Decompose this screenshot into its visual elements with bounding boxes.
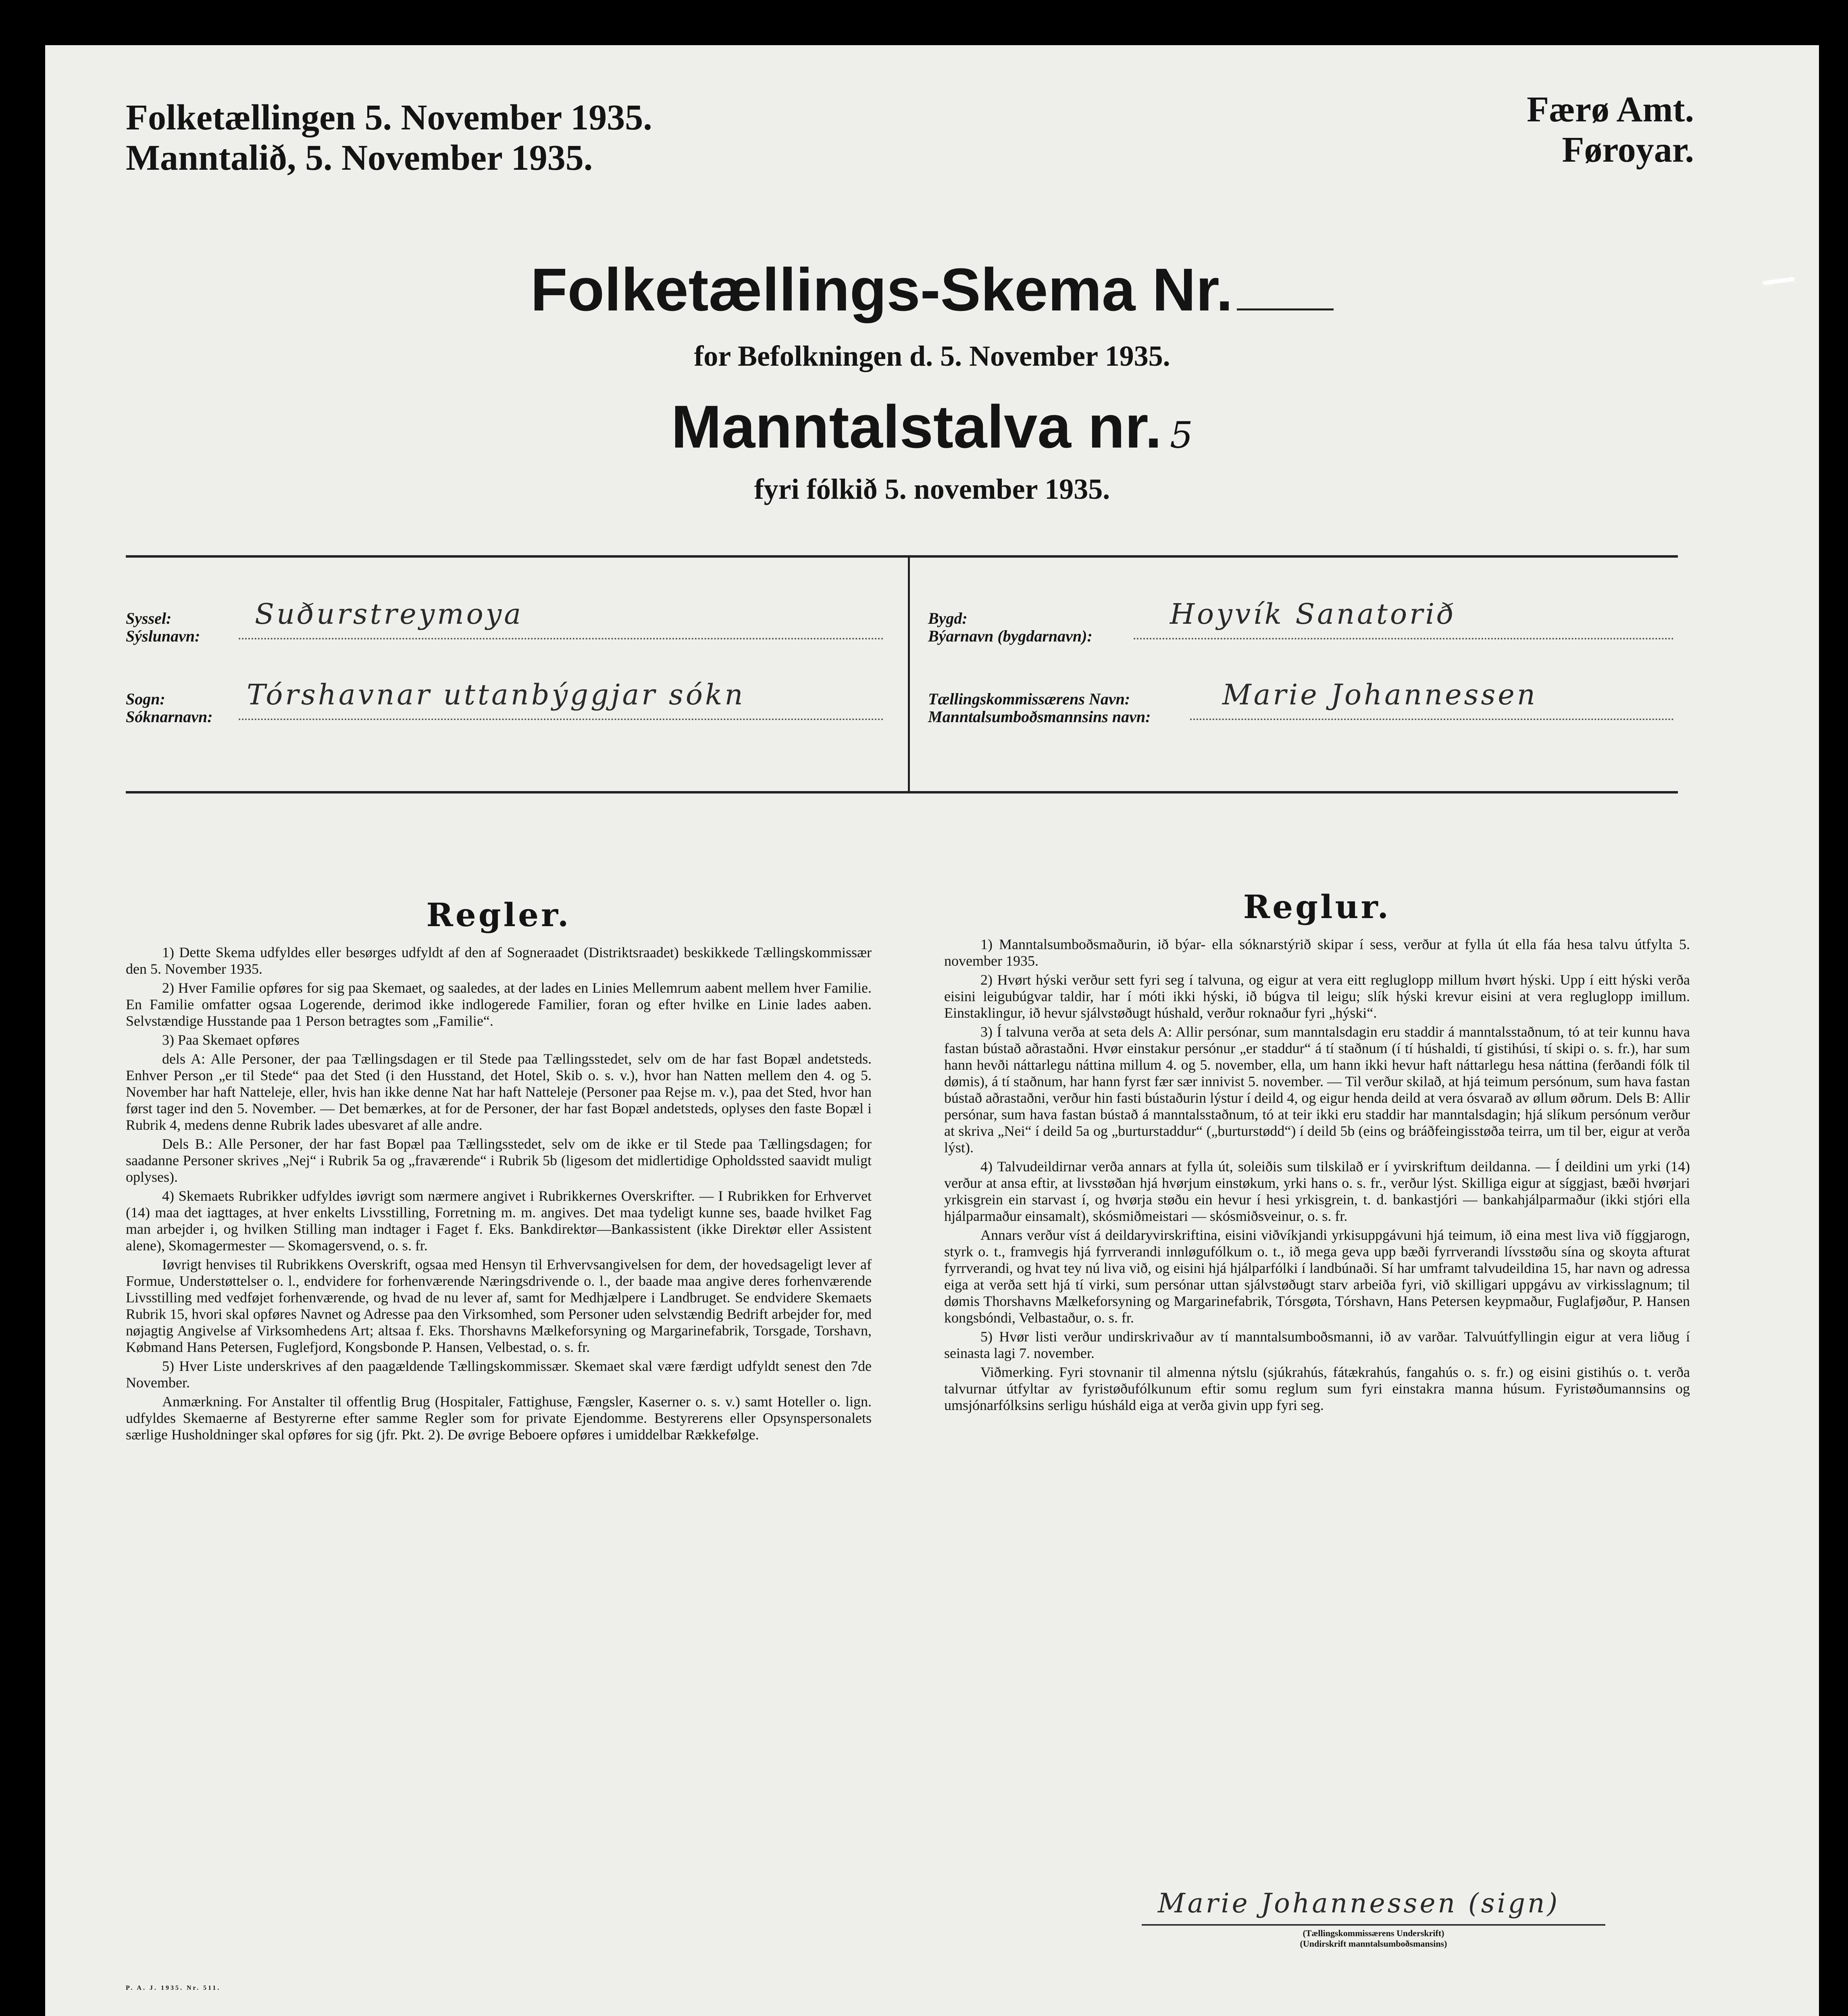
bottom-rule <box>126 791 1678 793</box>
syssel-line <box>239 638 884 639</box>
header-left-line-1: Folketællingen 5. November 1935. <box>126 98 652 137</box>
regler-paragraph: Iøvrigt henvises til Rubrikkens Overskrift, ogsaa med Hensyn til Erhvervsangivelsen for dem, der hovedsageligt lever af Formue, Understøttelser o. l., endvidere for forhenværende Næringsdrivende o. l., der baade maa angive deres forhenværende Livsstilling med vedføjet forhenværende, og hvad de nu lever af, samt for Medhjælpere i Landbruget. Se endvidere Skemaets Rubrik 15, hvori skal opføres Navnet og Adresse paa den Virksomhed, som Personer uden selvstændig Bedrift arbejder for, med nøjagtig Angivelse af Virksomhedens Art; altsaa f. Eks. Thorshavns Mælkeforsyning og Margarinefabrik, Torsgade, Torshavn, Købmand Hans Petersen, Fuglefjord, Kongsbonde P. Hansen, Velbestad, o. s. fr. <box>126 1256 872 1355</box>
signature-caption: (Tællingskommissærens Underskrift) (Undirskrift manntalsumboðsmansins) <box>1300 1928 1447 1949</box>
komm-label: Tællingskommissærens Navn: Manntalsumboðsmannsins navn: <box>928 690 1151 726</box>
reglur-paragraph: 1) Manntalsumboðsmaðurin, ið býar- ella sóknarstýrið skipar í sess, verður at fylla út ella fáa hesa talvu útfylta 5. november 1935. <box>944 936 1690 969</box>
title-fo: Manntalstalva nr. <box>671 393 1162 460</box>
sogn-line <box>239 719 884 720</box>
sogn-value: Tórshavnar uttanbýggjar sókn <box>247 678 745 711</box>
regler-paragraph: Dels B.: Alle Personer, der har fast Bopæl paa Tællingsstedet, selv om de ikke er til Stede paa Tællingsdagen; for saadanne Personer skrives „Nej“ i Rubrik 5a og „fraværende“ i Rubrik 5b (ligesom det midlertidige Opholdssted saavidt muligt oplyses). <box>126 1136 872 1185</box>
reglur-title: Reglur. <box>1243 888 1391 926</box>
regler-paragraph: 2) Hver Familie opføres for sig paa Skemaet, og saaledes, at der lades en Linies Mellemrum aabent mellem hver Familie. En Familie omfatter ogsaa Logerende, derimod ikke indlogerede Familier, foran og efter hvilke en Linie lades aaben. Selvstændige Husstande paa 1 Person betragtes som „Familie“. <box>126 980 872 1029</box>
sogn-label: Sogn: Sóknarnavn: <box>126 690 213 726</box>
signature-line <box>1142 1924 1605 1926</box>
regler-paragraph: 4) Skemaets Rubrikker udfyldes iøvrigt som nærmere angivet i Rubrikkernes Overskrifter. — I Rubrikken for Erhvervet (14) maa det iagttages, at hver enkelts Livsstilling, Forretning m. m. angives. Det maa tydeligt kunne ses, baade hvilket Fag man arbejder i, og hvilken Stilling man indtager i Faget f. Eks. Bankdirektør—Bankassistent (ikke Direktør eller Assistent alene), Skomagermester — Skomagersvend, o. s. fr. <box>126 1188 872 1254</box>
syssel-value: Suðurstreymoya <box>255 598 524 631</box>
regler-text <box>126 944 872 1445</box>
title-fo-number: 5 <box>1170 414 1193 456</box>
title-main: Folketællings-Skema Nr. <box>530 256 1233 323</box>
bygd-line <box>1134 638 1674 639</box>
regler-paragraph: Anmærkning. For Anstalter til offentlig Brug (Hospitaler, Fattighuse, Fængsler, Kaserner o. s. v.) samt Hoteller o. lign. udfyldes Skemaerne af Bestyrerne efter samme Regler som for private Ejendomme. Bestyrerens eller Opsynspersonalets særlige Husholdninger skal opføres for sig (jfr. Pkt. 2). De øvrige Beboere opføres i umiddelbar Rækkefølge. <box>126 1393 872 1443</box>
reglur-paragraph: Viðmerking. Fyri stovnanir til almenna nýtslu (sjúkrahús, fátækrahús, fangahús o. s. fr.) og eisini gistihús o. t. verða talvurnar útfyltar av fyristøðufólkunum eftir somu reglum sum fyri einstakra manna húsum. Fyristøðumannsins og umsjónarfólksins serligu húsháld eiga at verða givin upp fyri seg. <box>944 1364 1690 1413</box>
bygd-value: Hoyvík Sanatorið <box>1170 598 1457 631</box>
bygd-label: Bygd: Býarnavn (bygdarnavn): <box>928 609 1093 645</box>
header-right-line-1: Færø Amt. <box>1527 90 1694 129</box>
header-left <box>126 98 652 178</box>
top-rule <box>126 555 1678 558</box>
reglur-paragraph: 5) Hvør listi verður undirskrivaður av tí manntalsumboðsmanni, ið av varðar. Talvuútfyllingin eigur at vera liðug í seinasta lagi 7. november. <box>944 1329 1690 1361</box>
subtitle-fo: fyri fólkið 5. november 1935. <box>754 473 1110 505</box>
printer-reference: P. A. J. 1935. Nr. 511. <box>126 1985 221 1991</box>
regler-paragraph: dels A: Alle Personer, der paa Tællingsdagen er til Stede paa Tællingsstedet, selv om de har fast Bopæl andetsteds. Enhver Person „er til Stede“ paa det Sted (i den Husstand, det Hotel, Skib o. s. v.), hvor han Natten mellem den 4. og 5. November har haft Natteleje, eller, hvis han ikke denne Nat har haft Natteleje (Personer paa Rejse m. v.), paa det Sted, hvor han først tager ind den 5. November. — Det bemærkes, at for de Personer, der har fast Bopæl andetsteds, oplyses den faste Bopæl i Rubrik 4, medens denne Rubrik lades ubesvaret af alle andre. <box>126 1051 872 1133</box>
komm-value: Marie Johannessen <box>1222 678 1538 711</box>
reglur-paragraph: Annars verður víst á deildaryvirskriftina, eisini viðvíkjandi yrkisuppgávuni hjá teimum, ið eina mest liva við fíggjarogn, styrk o. t., framvegis hjá fyrrverandi innløgufólkum o. t., ið mega geva upp bæði fyrrverandi lívsstøðu sína og skoyta afturat fyrrverandi, og hvat tey nú liva við, og eisini hjá hjálparfólki í landbúnaði. Sí har umframt talvudeildina 15, har navn og adressa eiga at verða sett hjá tí virki, sum persónar uttan sjálvstøðugt starv arbeiða fyri, við skilligari uppgávu av virkisslagnum; til dømis Thorshavns Mælkeforsyning og Margarinefabrik, Tórsgøta, Tórshavn, Hans Petersen keypmaður, Fuglafjøður, P. Hansen kongsbóndi, Velbastaður, o. s. fr. <box>944 1227 1690 1326</box>
reglur-text <box>944 936 1690 1416</box>
header-right <box>1527 90 1694 170</box>
title-fo-row <box>45 392 1819 462</box>
regler-title: Regler. <box>426 896 571 934</box>
regler-paragraph: 3) Paa Skemaet opføres <box>162 1032 300 1048</box>
regler-paragraph: 5) Hver Liste underskrives af den paagældende Tællingskommissær. Skemaet skal være færdigt udfyldt senest den 7de November. <box>126 1358 872 1391</box>
census-form-page <box>45 45 1819 2016</box>
subtitle-da: for Befolkningen d. 5. November 1935. <box>694 340 1170 372</box>
fields-divider <box>908 557 910 791</box>
reglur-paragraph: 2) Hvørt hýski verður sett fyri seg í talvuna, og eigur at vera eitt regluglopp millum hvørt hýski. Upp í eitt hýski verða eisini leigubúgvar taldir, har í móti ikki hýski, ið búgva til leigu; slík hýski krevur eisini at vera regluglopp imillum. Einstaklingur, ið hevur sjálvstøðugt húshald, verður roknaður fyri „hýski“. <box>944 972 1690 1021</box>
syssel-label: Syssel: Sýslunavn: <box>126 609 200 645</box>
header-right-line-2: Føroyar. <box>1562 130 1694 170</box>
reglur-paragraph: 3) Í talvuna verða at seta dels A: Allir persónar, sum manntalsdagin eru staddir á manntalsstaðnum, tó at teir kunnu hava fastan bústað aðrastaðni. Hvør einstakur persónur „er staddur“ á tí staðnum (í tí húshaldi, tí gistihúsi, tí skipi o. s. fr.), har sum hann hevði náttarlegu náttina millum 4. og 5. november, ella, um hann ikki hevur haft náttarlegu hesa náttina (ferðandi fólk til dømis), á tí staðnum, har hann fyrst fær sær innivist 5. november. — Til verður skilað, at hjá teimum persónum, sum hava fastan bústað aðrastaðni, verður hin fasti bústaðurin lýstur í deild 4, og eigur henda deild at vera ósvarað av øllum øðrum. Dels B: Allir persónar, sum hava fastan bústað á manntalsstaðnum, tó at teir ikki eru staddir har manntalsdagin; hjá slíkum persónum verður at skriva „Nei“ í deild 5a og „burturstaddur“ („burturstødd“) í deild 5b (eins og bráðfeingisstøða teirra, um til ber, eigur at verða lýst). <box>944 1024 1690 1156</box>
komm-line <box>1190 719 1674 720</box>
signature: Marie Johannessen (sign) <box>1158 1888 1560 1919</box>
title-main-row <box>45 255 1819 325</box>
header-left-line-2: Manntalið, 5. November 1935. <box>126 138 593 178</box>
title-number-blank <box>1237 308 1334 310</box>
regler-paragraph: 1) Dette Skema udfyldes eller besørges udfyldt af den af Sogneraadet (Distriktsraadet) beskikkede Tællingskommissær den 5. November 1935. <box>126 944 872 977</box>
reglur-paragraph: 4) Talvudeildirnar verða annars at fylla út, soleiðis sum tilskilað er í yvirskriftum deildanna. — Í deildini um yrki (14) verður at ansa eftir, at livsstøðan hjá hvørjum einstøkum, yrki hans o. s. fr., verður lýst. Skilliga eigur at síggjast, bæði hvørjari yrkisgrein ein starvast í, og hvørja støðu ein hevur í hesi yrkisgrein, t. d. bankastjóri — bankahjálparmaður (ikki stjóri ella hjálparmaður einsamalt), skósmiðmeistari — skósmiðsveinur, o. s. fr. <box>944 1158 1690 1224</box>
